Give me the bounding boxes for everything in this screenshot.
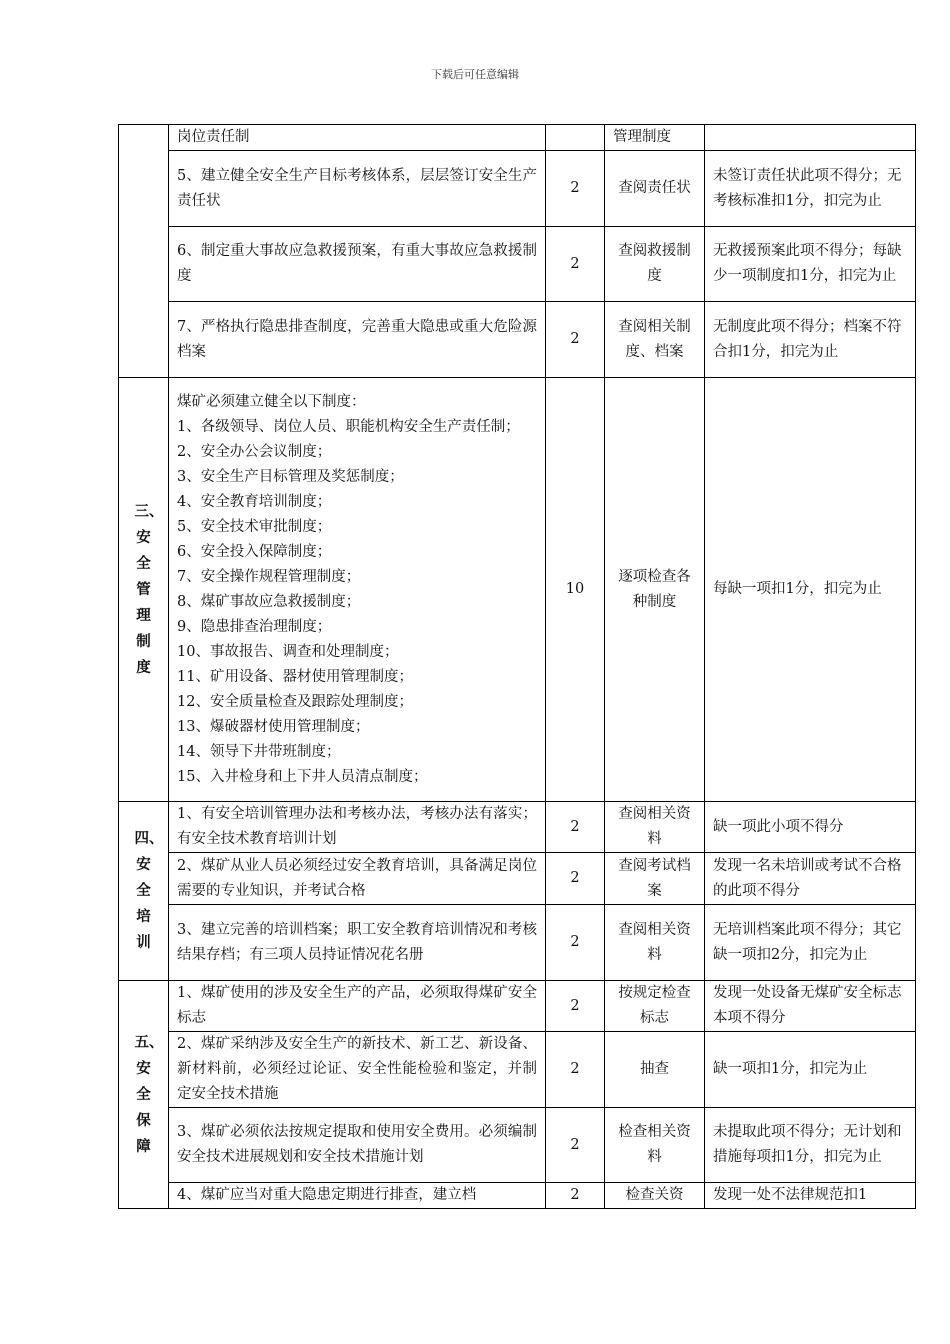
content-cell: 2、煤矿从业人员必须经过安全教育培训，具备满足岗位需要的专业知识，并考试合格 [169, 853, 546, 905]
list-item: 1、各级领导、岗位人员、职能机构安全生产责任制； [177, 418, 520, 435]
rule-cell: 缺一项此小项不得分 [705, 802, 916, 853]
rule-cell: 未提取此项不得分；无计划和措施每项扣1分，扣完为止 [705, 1108, 916, 1183]
score-cell: 2 [546, 1032, 605, 1108]
table-row [119, 802, 916, 853]
list-item: 3、安全生产目标管理及奖惩制度； [177, 468, 404, 485]
content-cell: 3、建立完善的培训档案；职工安全教育培训情况和考核结果存档；有三项人员持证情况花名册 [169, 905, 546, 981]
content-cell: 4、煤矿应当对重大隐患定期进行排查，建立档 [169, 1183, 546, 1209]
content-cell: 5、建立健全安全生产目标考核体系，层层签订安全生产责任状 [169, 151, 546, 227]
content-cell: 1、煤矿使用的涉及安全生产的产品，必须取得煤矿安全标志 [169, 981, 546, 1032]
list-item: 2、安全办公会议制度； [177, 443, 332, 460]
list-item: 11、矿用设备、器材使用管理制度； [177, 668, 413, 685]
content-cell: 岗位责任制 [169, 125, 546, 151]
method-cell: 检查关资 [605, 1183, 705, 1209]
score-cell: 2 [546, 981, 605, 1032]
score-cell: 2 [546, 853, 605, 905]
score-cell: 2 [546, 302, 605, 378]
list-item: 13、爆破器材使用管理制度； [177, 718, 370, 735]
header-note: 下载后可任意编辑 [431, 68, 519, 81]
score-cell: 2 [546, 1108, 605, 1183]
method-cell: 查阅考试档案 [605, 853, 705, 905]
list-item: 9、隐患排查治理制度； [177, 618, 332, 635]
table-row [119, 125, 916, 151]
method-cell: 检查相关资料 [605, 1108, 705, 1183]
score-cell: 2 [546, 905, 605, 981]
rule-cell: 发现一名未培训或考试不合格的此项不得分 [705, 853, 916, 905]
table-row [119, 1183, 916, 1209]
method-cell: 查阅相关资料 [605, 802, 705, 853]
table-row [119, 151, 916, 227]
list-item: 12、安全质量检查及跟踪处理制度； [177, 693, 413, 710]
method-cell: 查阅相关制度、档案 [605, 302, 705, 378]
method-cell: 查阅责任状 [605, 151, 705, 227]
section-title-management: 三、安全管理制度 [119, 378, 169, 802]
method-cell: 查阅相关资料 [605, 905, 705, 981]
table-row [119, 378, 916, 802]
rule-cell: 每缺一项扣1分，扣完为止 [705, 378, 916, 802]
method-cell: 逐项检查各种制度 [605, 378, 705, 802]
rule-cell: 发现一处设备无煤矿安全标志本项不得分 [705, 981, 916, 1032]
score-cell: 2 [546, 227, 605, 302]
list-item: 14、领导下井带班制度； [177, 743, 341, 760]
safety-assessment-table [118, 124, 916, 1209]
rule-cell [705, 125, 916, 151]
content-cell: 2、煤矿采纳涉及安全生产的新技术、新工艺、新设备、新材料前，必须经过论证、安全性能检验和鉴定，并制定安全技术措施 [169, 1032, 546, 1108]
table-row [119, 905, 916, 981]
method-cell: 抽查 [605, 1032, 705, 1108]
rule-cell: 缺一项扣1分，扣完为止 [705, 1032, 916, 1108]
list-item: 10、事故报告、调查和处理制度； [177, 643, 399, 660]
list-item: 煤矿必须建立健全以下制度： [177, 393, 366, 410]
list-item: 4、安全教育培训制度； [177, 493, 332, 510]
table-row [119, 302, 916, 378]
list-item: 8、煤矿事故应急救援制度； [177, 593, 361, 610]
list-item: 15、入井检身和上下井人员清点制度； [177, 768, 428, 785]
rule-cell: 未签订责任状此项不得分；无考核标准扣1分，扣完为止 [705, 151, 916, 227]
rule-cell: 无制度此项不得分；档案不符合扣1分，扣完为止 [705, 302, 916, 378]
score-cell [546, 125, 605, 151]
content-cell: 3、煤矿必须依法按规定提取和使用安全费用。必须编制安全技术进展规划和安全技术措施计划 [169, 1108, 546, 1183]
table-row [119, 853, 916, 905]
table-row [119, 981, 916, 1032]
section-title-training: 四、安全培训 [119, 802, 169, 981]
content-cell: 7、严格执行隐患排查制度，完善重大隐患或重大危险源档案 [169, 302, 546, 378]
content-cell-management-list [169, 378, 546, 802]
content-cell: 6、制定重大事故应急救援预案，有重大事故应急救援制度 [169, 227, 546, 302]
table-row [119, 1032, 916, 1108]
section-cell-continued [119, 125, 169, 378]
score-cell: 2 [546, 1183, 605, 1209]
rule-cell: 无培训档案此项不得分；其它缺一项扣2分，扣完为止 [705, 905, 916, 981]
list-item: 5、安全技术审批制度； [177, 518, 332, 535]
section-title-guarantee: 五、安全保障 [119, 981, 169, 1209]
score-cell: 10 [546, 378, 605, 802]
method-cell: 按规定检查标志 [605, 981, 705, 1032]
table-row [119, 227, 916, 302]
table-row [119, 1108, 916, 1183]
method-cell: 管理制度 [605, 125, 705, 151]
rule-cell: 无救援预案此项不得分；每缺少一项制度扣1分，扣完为止 [705, 227, 916, 302]
score-cell: 2 [546, 802, 605, 853]
score-cell: 2 [546, 151, 605, 227]
rule-cell: 发现一处不法律规范扣1 [705, 1183, 916, 1209]
list-item: 6、安全投入保障制度； [177, 543, 332, 560]
list-item: 7、安全操作规程管理制度； [177, 568, 361, 585]
method-cell: 查阅救援制度 [605, 227, 705, 302]
content-cell: 1、有安全培训管理办法和考核办法，考核办法有落实；有安全技术教育培训计划 [169, 802, 546, 853]
